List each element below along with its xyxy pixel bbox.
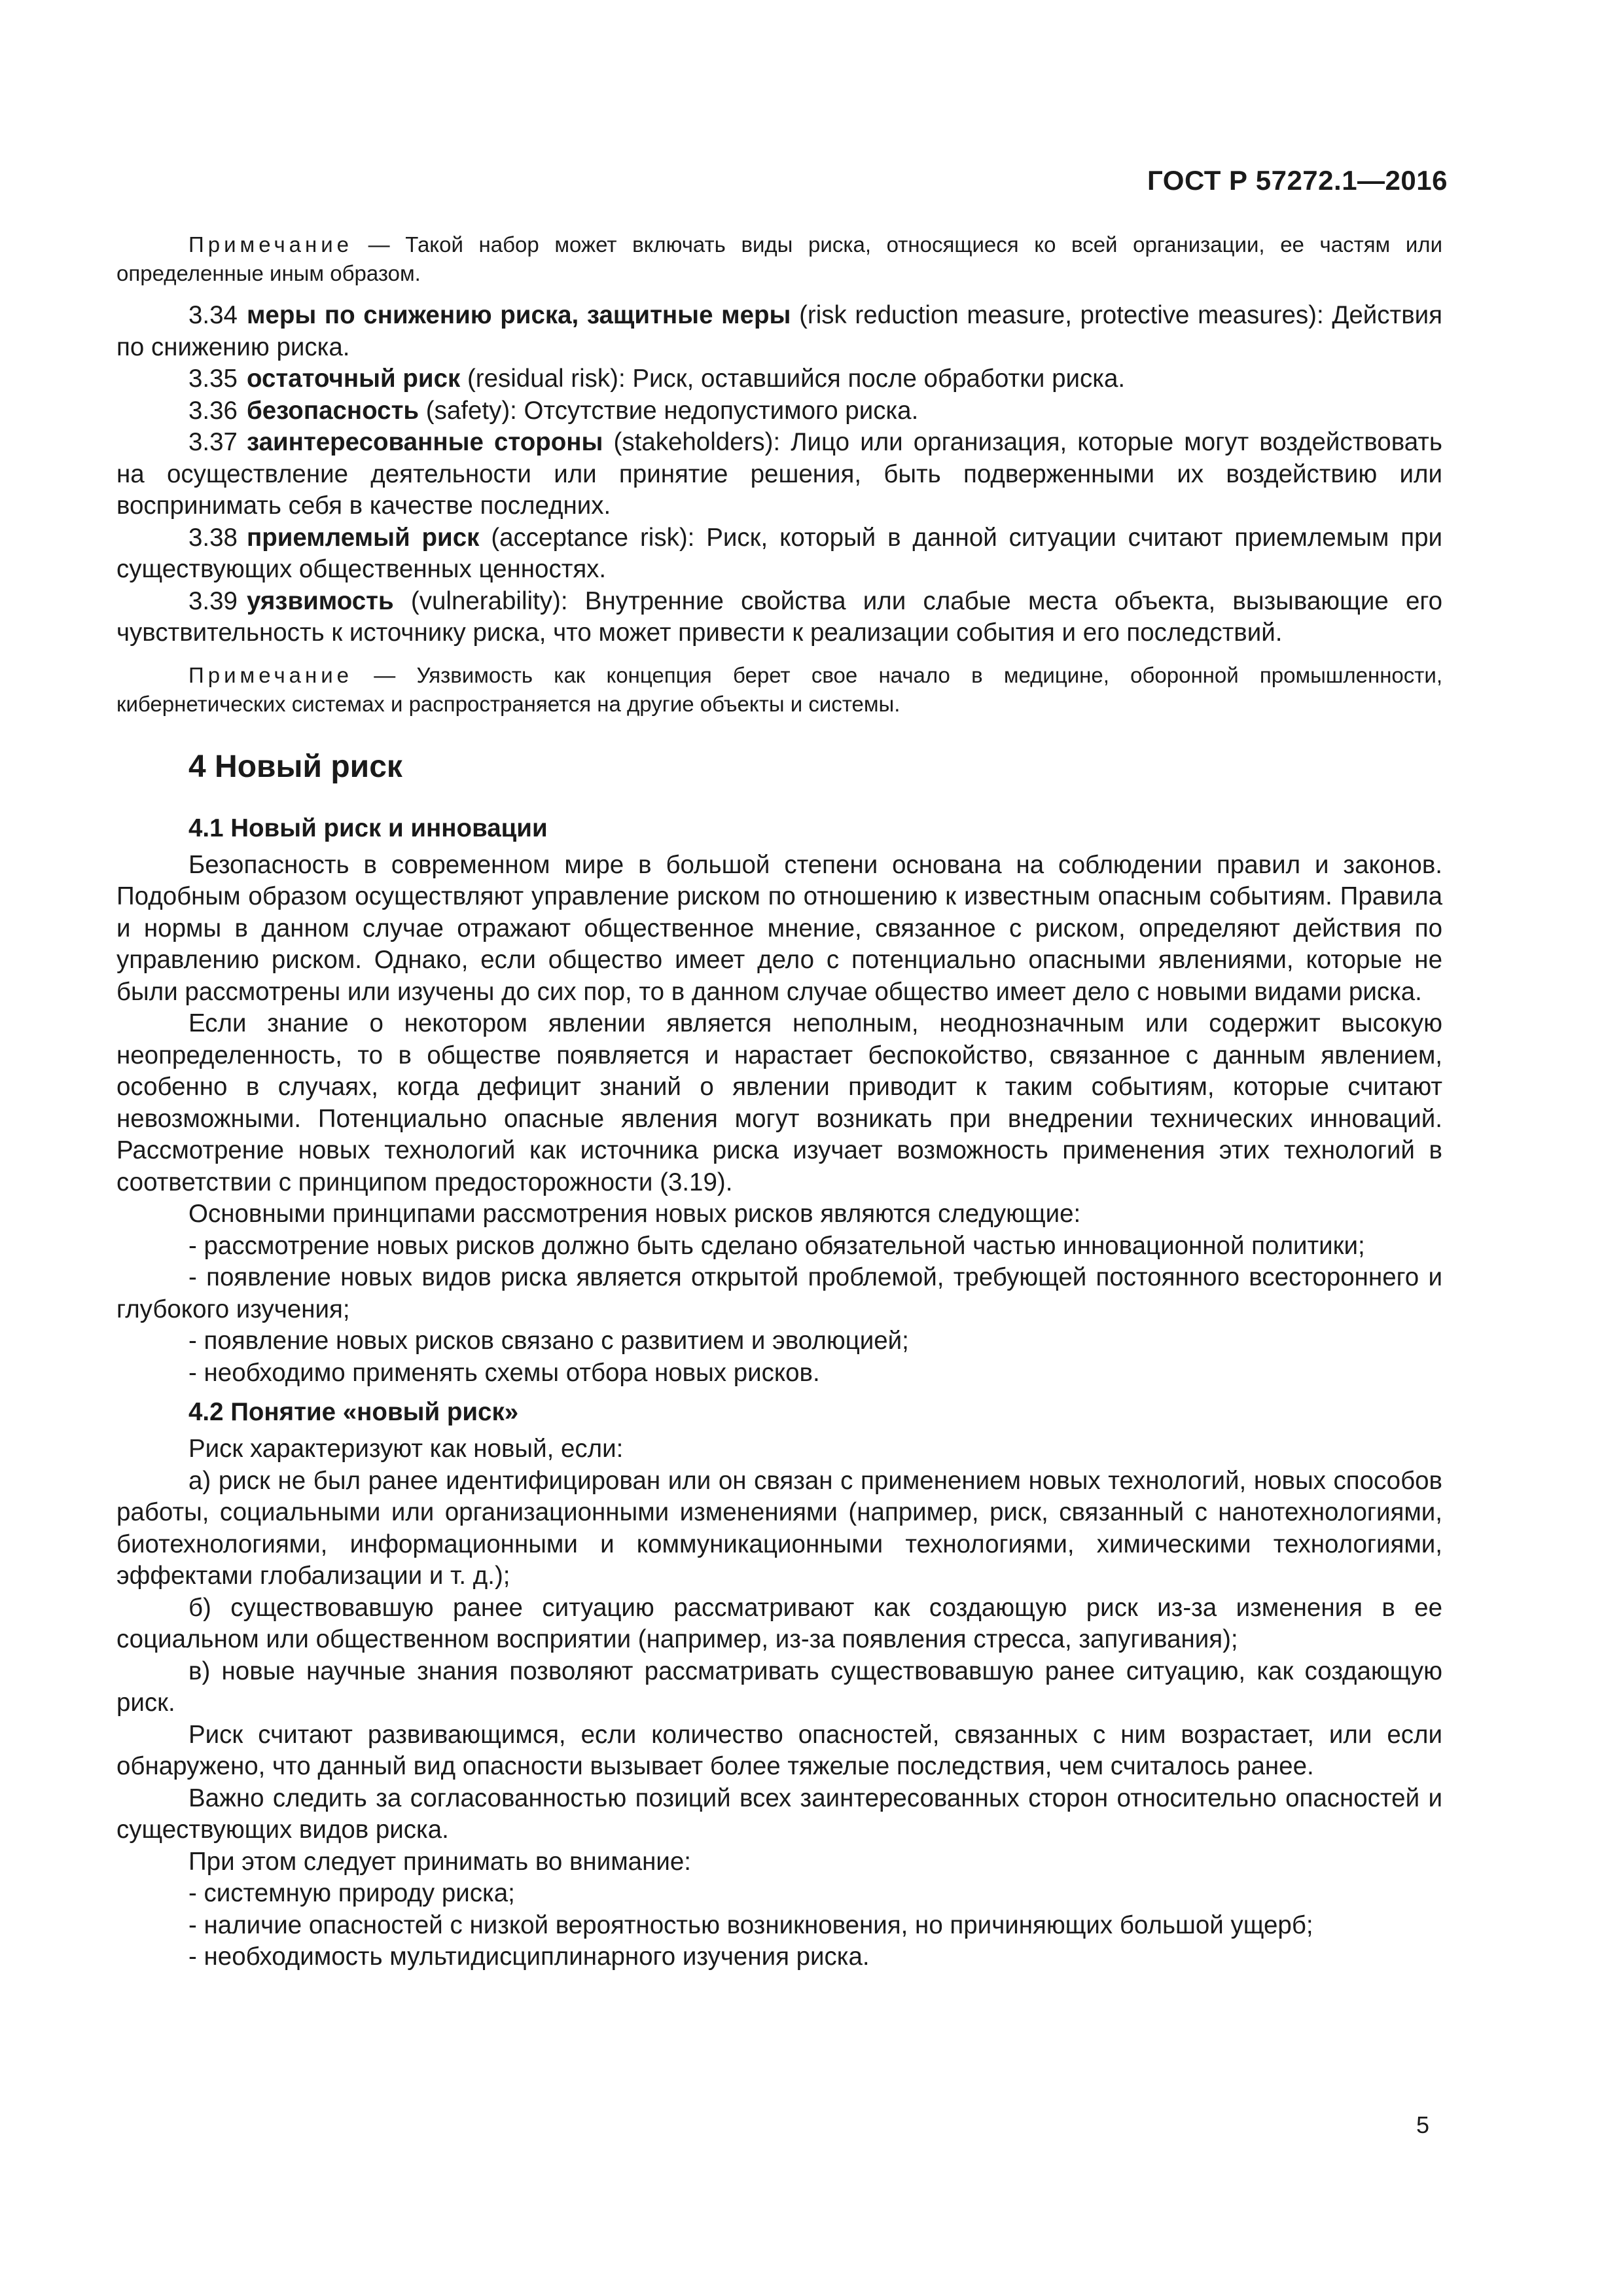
paragraph: Если знание о некотором явлении является неполным, неоднозначным или содержит высокую неопределенность, то в обществе появляется и нарастает беспокойство, связанное с данным явлением, особенно в случаях, когда дефицит знаний о явлении приводит к таким событиям, которые считают невозможными. Потенциально опасные явления могут возникать при внедрении технических инноваций. Рассмотрение новых технологий как источника риска изучает возможность применения этих технологий в соответствии с принципом предосторожности (3.19).	[116, 1009, 1442, 1196]
term-definition: (safety): Отсутствие недопустимого риска.	[419, 396, 919, 425]
note-label: Примечание	[188, 232, 353, 257]
term-3-34	[116, 300, 1442, 363]
note-text: Уязвимость как концепция берет свое начало в медицине, оборонной промышленности, кибернетических системах и распространяется на другие объекты и системы.	[116, 662, 1442, 716]
paragraph: Важно следить за согласованностью позиций всех заинтересованных сторон относительно опасностей и существующих видов риска.	[116, 1784, 1442, 1844]
subsection-4-1-heading: 4.1 Новый риск и инновации	[188, 814, 548, 842]
list-item: - появление новых рисков связано с развитием и эволюцией;	[188, 1327, 909, 1355]
term-definition: (acceptance risk): Риск, который в данной ситуации считают приемлемым при существующих общественных ценностях.	[116, 523, 1442, 583]
paragraph: Безопасность в современном мире в большой степени основана на соблюдении правил и законов. Подобным образом осуществляют управление риском по отношению к известным опасным событиям. Правила и нормы в данном случае отражают общественное мнение, связанное с риском, определяют действия по управлению риском. Однако, если общество имеет дело с потенциально опасными явлениями, которые не были рассмотрены или изучены до сих пор, то в данном случае общество имеет дело с новыми видами риска.	[116, 850, 1442, 1006]
page-number: 5	[1416, 2111, 1429, 2138]
document-code-header: ГОСТ Р 57272.1—2016	[1147, 165, 1448, 196]
term-3-35	[116, 363, 1442, 395]
term-name: безопасность	[246, 396, 419, 425]
term-definition: (risk reduction measure, protective measures): Действия по снижению риска.	[116, 301, 1442, 361]
page-content	[116, 230, 1442, 1973]
list-item: - системную природу риска;	[188, 1879, 515, 1907]
list-item: - необходимость мультидисциплинарного изучения риска.	[188, 1943, 870, 1971]
term-number: 3.34	[188, 301, 238, 329]
term-definition: (vulnerability): Внутренние свойства или слабые места объекта, вызывающие его чувствительность к источнику риска, что может привести к реализации события и его последствий.	[116, 586, 1442, 647]
list-item: в) новые научные знания позволяют рассматривать существовавшую ранее ситуацию, как создающую риск.	[116, 1657, 1442, 1717]
note-text: Такой набор может включать виды риска, относящиеся ко всей организации, ее частям или определенные иным образом.	[116, 232, 1443, 285]
paragraph: Риск считают развивающимся, если количество опасностей, связанных с ним возрастает, или если обнаружено, что данный вид опасности вызывает более тяжелые последствия, чем считалось ранее.	[116, 1720, 1442, 1780]
term-definition: (residual risk): Риск, оставшийся после обработки риска.	[460, 365, 1126, 393]
term-name: меры по снижению риска, защитные меры	[246, 301, 791, 329]
paragraph: При этом следует принимать во внимание:	[188, 1847, 691, 1876]
term-number: 3.36	[188, 396, 238, 425]
note-2	[116, 661, 1442, 719]
term-3-39	[116, 586, 1442, 649]
note-dash: —	[353, 662, 417, 687]
term-name: заинтересованные стороны	[246, 428, 603, 456]
term-number: 3.37	[188, 428, 238, 456]
term-name: приемлемый риск	[246, 523, 480, 552]
term-name: уязвимость	[246, 586, 394, 615]
subsection-4-2-heading: 4.2 Понятие «новый риск»	[188, 1398, 519, 1426]
list-item: а) риск не был ранее идентифицирован или он связан с применением новых технологий, новых способов работы, социальными или организационными изменениями (например, риск, связанный с нанотехнологиями, биотехнологиями, информационными и коммуникационными технологиями, химическими технологиями, эффектами глобализации и т. д.);	[116, 1466, 1442, 1590]
term-definition: (stakeholders): Лицо или организация, которые могут воздействовать на осуществление деятельности или принятие решения, быть подверженными их воздействию или воспринимать себя в качестве последних.	[116, 428, 1442, 520]
term-3-38	[116, 522, 1442, 586]
note-label: Примечание	[188, 662, 353, 687]
paragraph: Риск характеризуют как новый, если:	[188, 1435, 624, 1463]
list-item: - появление новых видов риска является открытой проблемой, требующей постоянного всестороннего и глубокого изучения;	[116, 1263, 1442, 1323]
list-item: - наличие опасностей с низкой вероятностью возникновения, но причиняющих большой ущерб;	[188, 1910, 1313, 1939]
note-1	[116, 230, 1442, 288]
term-number: 3.39	[188, 586, 238, 615]
term-3-37	[116, 427, 1442, 522]
list-item: б) существовавшую ранее ситуацию рассматривают как создающую риск из-за изменения в ее социальном или общественном восприятии (например, из-за появления стресса, запугивания);	[116, 1593, 1442, 1653]
term-number: 3.38	[188, 523, 238, 552]
section-4-heading: 4 Новый риск	[188, 749, 402, 784]
note-dash: —	[353, 232, 406, 257]
term-number: 3.35	[188, 365, 238, 393]
list-item: - рассмотрение новых рисков должно быть сделано обязательной частью инновационной политики;	[188, 1231, 1365, 1260]
term-name: остаточный риск	[246, 365, 461, 393]
term-3-36	[116, 395, 1442, 427]
paragraph: Основными принципами рассмотрения новых рисков являются следующие:	[188, 1200, 1081, 1228]
list-item: - необходимо применять схемы отбора новых рисков.	[188, 1358, 820, 1387]
